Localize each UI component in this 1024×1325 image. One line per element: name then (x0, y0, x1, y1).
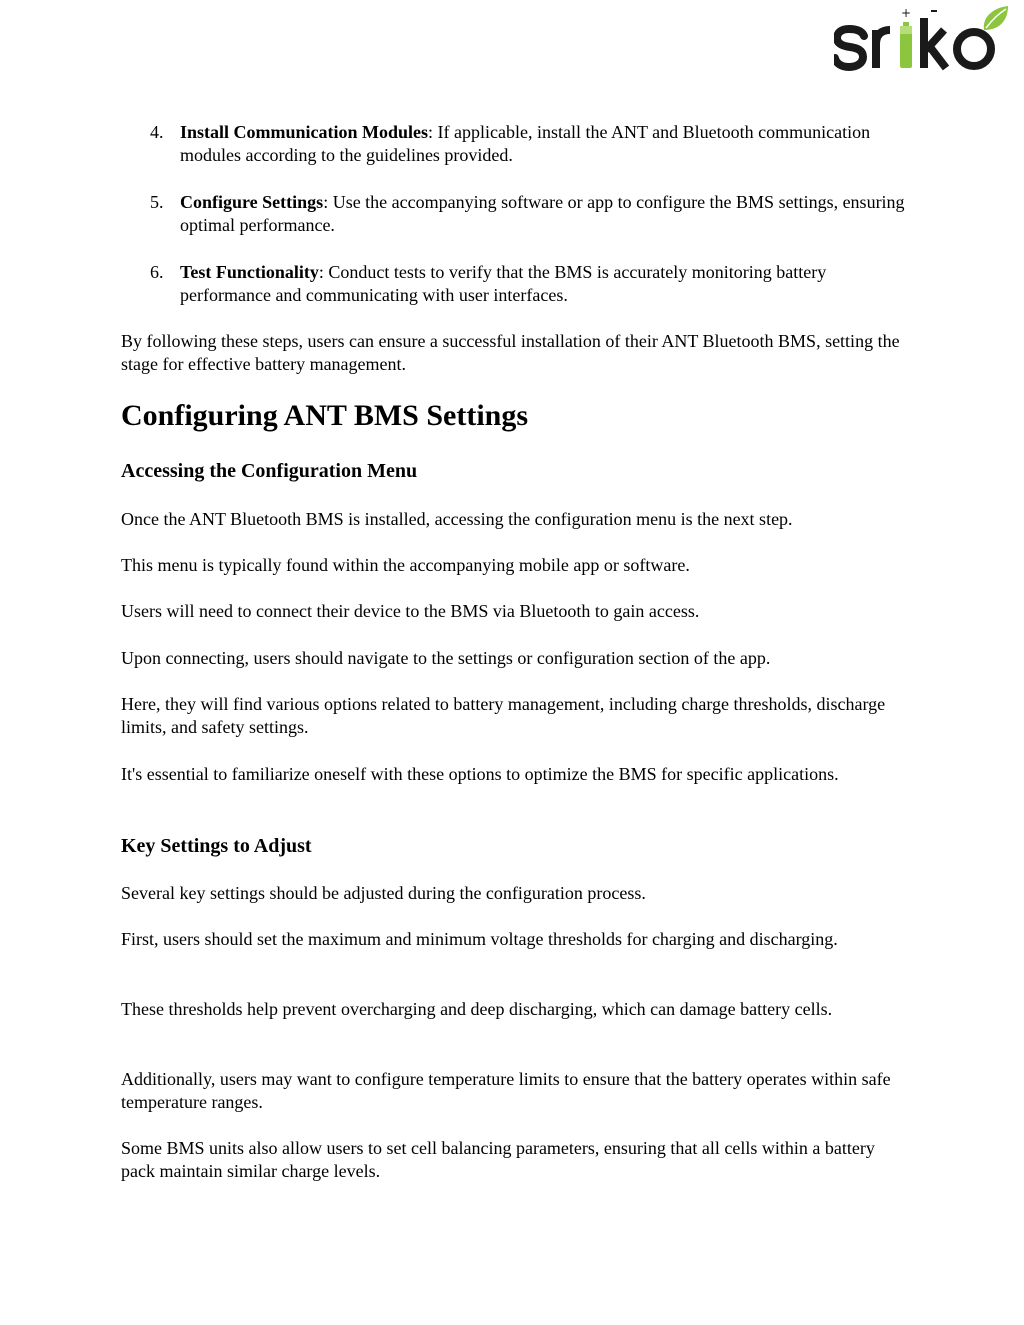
paragraph: Upon connecting, users should navigate to the settings or configuration section of the app. (121, 648, 771, 668)
paragraph: Several key settings should be adjusted during the configuration process. (121, 883, 646, 903)
list-item-text: : Conduct tests to verify that the BMS is accurately monitoring battery performance and communicating with user interfaces. (180, 262, 827, 305)
list-number: 6. (150, 262, 164, 282)
sriko-logo (834, 4, 1010, 76)
subsection-heading-config-menu: Accessing the Configuration Menu (121, 460, 418, 482)
paragraph: It's essential to familiarize oneself with these options to optimize the BMS for specific applications. (121, 764, 839, 784)
list-number: 4. (150, 122, 164, 142)
list-item-body (180, 191, 911, 237)
logo-letter-k (920, 18, 946, 68)
paragraph: Users will need to connect their device to the BMS via Bluetooth to gain access. (121, 601, 700, 621)
section-heading: Configuring ANT BMS Settings (121, 399, 529, 432)
subsection-heading-key-settings: Key Settings to Adjust (121, 835, 312, 857)
battery-icon-minus (931, 10, 937, 12)
leaf-icon (984, 6, 1008, 30)
logo-letter-o (957, 32, 991, 66)
paragraph: Once the ANT Bluetooth BMS is installed, accessing the configuration menu is the next step. (121, 509, 793, 529)
paragraph: Additionally, users may want to configure temperature limits to ensure that the battery operates within safe temperature ranges. (121, 1069, 891, 1112)
list-item-text: : Use the accompanying software or app to configure the BMS settings, ensuring optimal performance. (180, 192, 905, 235)
list-item-body (180, 261, 911, 307)
list-item-term: Test Functionality (180, 262, 319, 282)
list-item-body (180, 121, 911, 167)
list-number: 5. (150, 192, 164, 212)
battery-icon (900, 6, 912, 68)
paragraph: This menu is typically found within the accompanying mobile app or software. (121, 555, 690, 575)
logo-letter-r (872, 30, 890, 68)
paragraph: These thresholds help prevent overcharging and deep discharging, which can damage battery cells. (121, 999, 833, 1019)
conclusion-paragraph: By following these steps, users can ensure a successful installation of their ANT Bluetooth BMS, setting the stage for effective battery management. (121, 331, 900, 374)
paragraph: First, users should set the maximum and minimum voltage thresholds for charging and discharging. (121, 929, 838, 949)
list-item-term: Install Communication Modules (180, 122, 429, 142)
logo-letter-s (835, 29, 864, 67)
svg-text:+: + (900, 6, 912, 20)
paragraph: Here, they will find various options related to battery management, including charge thresholds, discharge limits, and safety settings. (121, 694, 886, 737)
list-item-term: Configure Settings (180, 192, 324, 212)
list-item-text: : If applicable, install the ANT and Bluetooth communication modules according to the guidelines provided. (180, 122, 871, 165)
paragraph: Some BMS units also allow users to set cell balancing parameters, ensuring that all cells within a battery pack maintain similar charge levels. (121, 1138, 875, 1181)
